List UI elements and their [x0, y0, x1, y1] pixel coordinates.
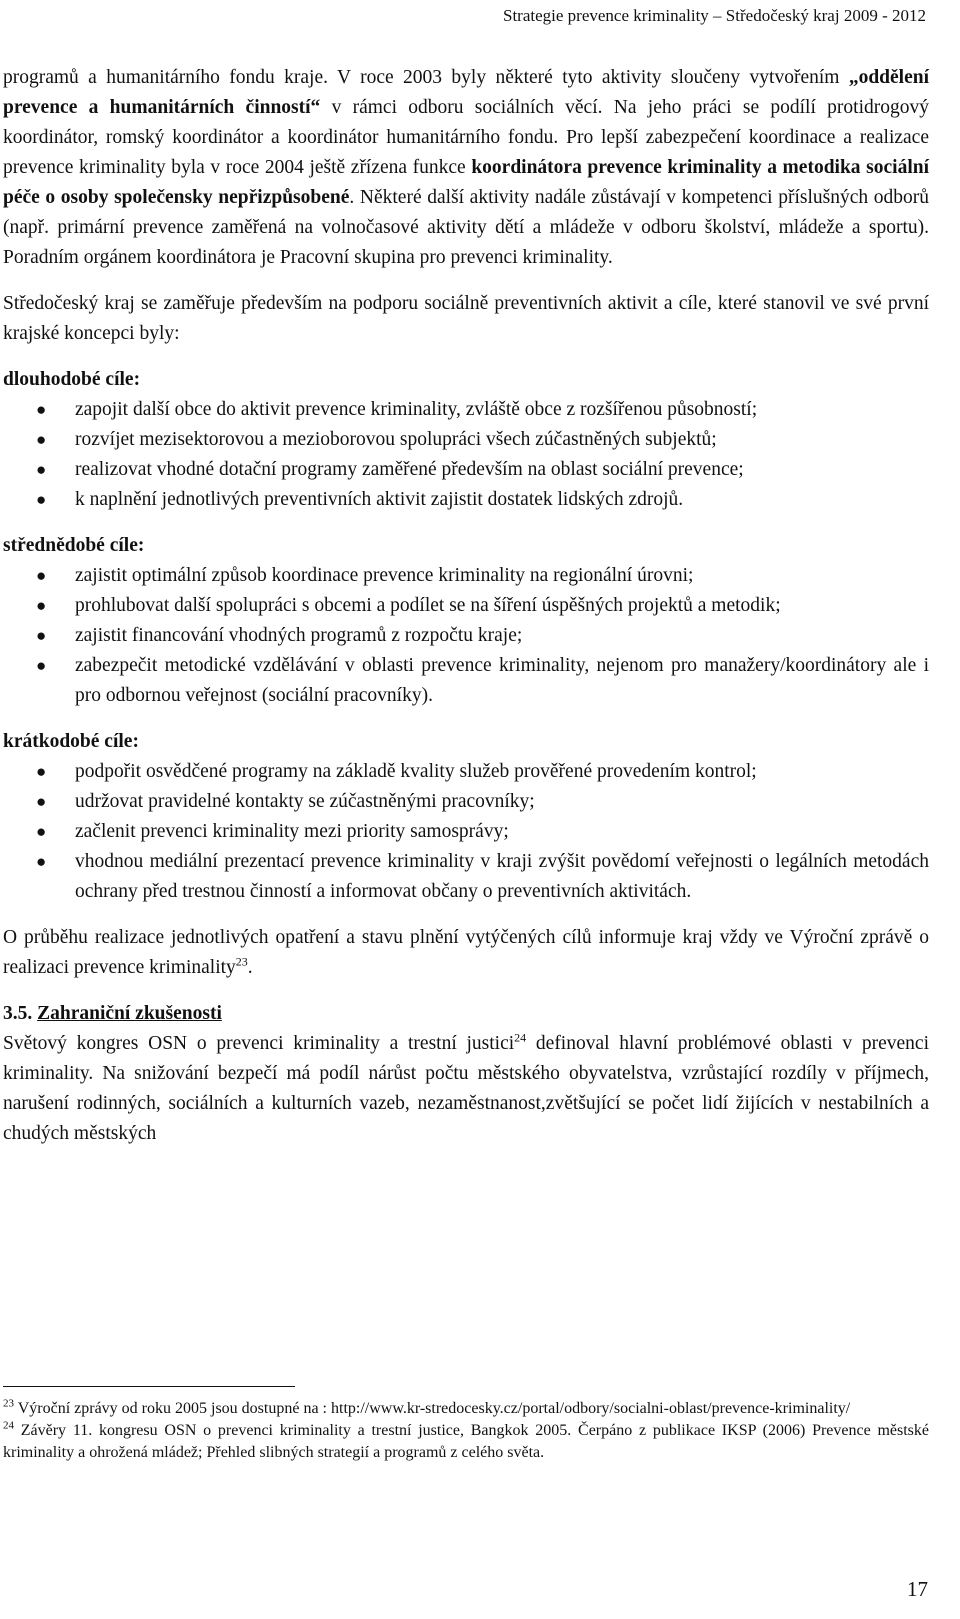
footnote-text: Výroční zprávy od roku 2005 jsou dostupné na : http://www.kr-stredocesky.cz/portal/odbory/socialni-oblast/prevence-kriminality/: [14, 1400, 851, 1417]
intro-paragraph: [3, 63, 929, 273]
footnote-divider: [3, 1386, 295, 1387]
list-item: ● realizovat vhodné dotační programy zaměřené především na oblast sociální prevence;: [3, 455, 929, 485]
footnote-number: 24: [3, 1419, 14, 1432]
intro-department-name: „oddělení prevence a humanitárních činností“: [3, 67, 929, 118]
running-header: Strategie prevence kriminality – Středočeský kraj 2009 - 2012: [503, 6, 926, 25]
body-text: [3, 63, 929, 1149]
footnote-text: Závěry 11. kongresu OSN o prevenci kriminality a trestní justice, Bangkok 2005. Čerpáno z publikace IKSP (2006) Prevence městské kriminality a ohrožená mládež; Přehled slibných strategií a programů z celého světa.: [3, 1422, 929, 1461]
short-term-list: [3, 757, 929, 907]
list-item: ● k naplnění jednotlivých preventivních aktivit zajistit dostatek lidských zdrojů.: [3, 485, 929, 515]
intro-text-1: programů a humanitárního fondu kraje. V roce 2003 byly některé tyto aktivity sloučeny vytvořením: [3, 67, 849, 88]
footnote-ref-24[interactable]: 24: [514, 1030, 527, 1045]
mid-term-list: [3, 561, 929, 711]
page-number: 17: [907, 1577, 928, 1601]
list-item: ● rozvíjet mezisektorovou a mezioborovou spolupráci všech zúčastněných subjektů;: [3, 425, 929, 455]
section-heading: [3, 999, 929, 1029]
closing-end: .: [247, 957, 253, 978]
intro-text-2: v rámci odboru sociálních věcí. Na jeho práci se podílí protidrogový koordinátor, romský koordinátor a koordinátor humanitárního fondu. Pro lepší zabezpečení koordinace a realizace prevence kriminality byla v roce 2004 ještě zřízena funkce: [3, 97, 929, 178]
footnote-24: [3, 1420, 929, 1464]
list-item: ● udržovat pravidelné kontakty se zúčastněnými pracovníky;: [3, 787, 929, 817]
list-item: ● prohlubovat další spolupráci s obcemi a podílet se na šíření úspěšných projektů a metodik;: [3, 591, 929, 621]
list-item: ● podpořit osvědčené programy na základě kvality služeb prověřené provedením kontrol;: [3, 757, 929, 787]
section-number: 3.5.: [3, 1003, 38, 1024]
closing-text: O průběhu realizace jednotlivých opatření a stavu plnění vytýčených cílů informuje kraj vždy ve Výroční zprávě o realizaci prevence kriminality: [3, 927, 929, 978]
footnote-number: 23: [3, 1397, 14, 1410]
list-item: ● zajistit optimální způsob koordinace prevence kriminality na regionální úrovni;: [3, 561, 929, 591]
footnote-23: [3, 1398, 929, 1420]
section-text-2: definoval hlavní problémové oblasti v prevenci kriminality. Na snižování bezpečí má podíl nárůst počtu městského obyvatelstva, vzrůstající rozdíly v příjmech, narušení rodinných, sociálních a kulturních vazeb, nezaměstnanost,zvětšující se počet lidí žijících v nestabilních a chudých městských: [3, 1033, 929, 1144]
list-item: ● vhodnou mediální prezentací prevence kriminality v kraji zvýšit povědomí veřejnosti o legálních metodách ochrany před trestnou činností a informovat občany o preventivních aktivitách.: [3, 847, 929, 907]
mid-term-heading: střednědobé cíle:: [3, 535, 145, 556]
section-text-1: Světový kongres OSN o prevenci kriminality a trestní justici: [3, 1033, 515, 1054]
goals-intro-paragraph: Středočeský kraj se zaměřuje především na podporu sociálně preventivních aktivit a cíle, které stanovil ve své první krajské koncepci byly:: [3, 293, 929, 344]
list-item: ● zapojit další obce do aktivit prevence kriminality, zvláště obce z rozšířenou působností;: [3, 395, 929, 425]
intro-text-3: . Některé další aktivity nadále zůstávají v kompetenci příslušných odborů (např. primární prevence zaměřená na volnočasové aktivity dětí a mládeže v odboru školství, mládeže a sportu). Poradním orgánem koordinátora je Pracovní skupina pro prevenci kriminality.: [3, 187, 929, 268]
section-paragraph: [3, 1029, 929, 1149]
list-item: ● začlenit prevenci kriminality mezi priority samosprávy;: [3, 817, 929, 847]
footnote-ref-23[interactable]: 23: [235, 954, 248, 969]
long-term-heading: dlouhodobé cíle:: [3, 369, 141, 390]
short-term-heading: krátkodobé cíle:: [3, 731, 139, 752]
list-item: ● zajistit financování vhodných programů z rozpočtu kraje;: [3, 621, 929, 651]
section-title: Zahraniční zkušenosti: [37, 1003, 222, 1024]
intro-role-name: koordinátora prevence kriminality a metodika sociální péče o osoby společensky nepřizpůsobené: [3, 157, 929, 208]
closing-paragraph: [3, 923, 929, 983]
footnotes: [3, 1398, 929, 1464]
list-item: ● zabezpečit metodické vzdělávání v oblasti prevence kriminality, nejenom pro manažery/koordinátory ale i pro odbornou veřejnost (sociální pracovníky).: [3, 651, 929, 711]
long-term-list: [3, 395, 929, 515]
